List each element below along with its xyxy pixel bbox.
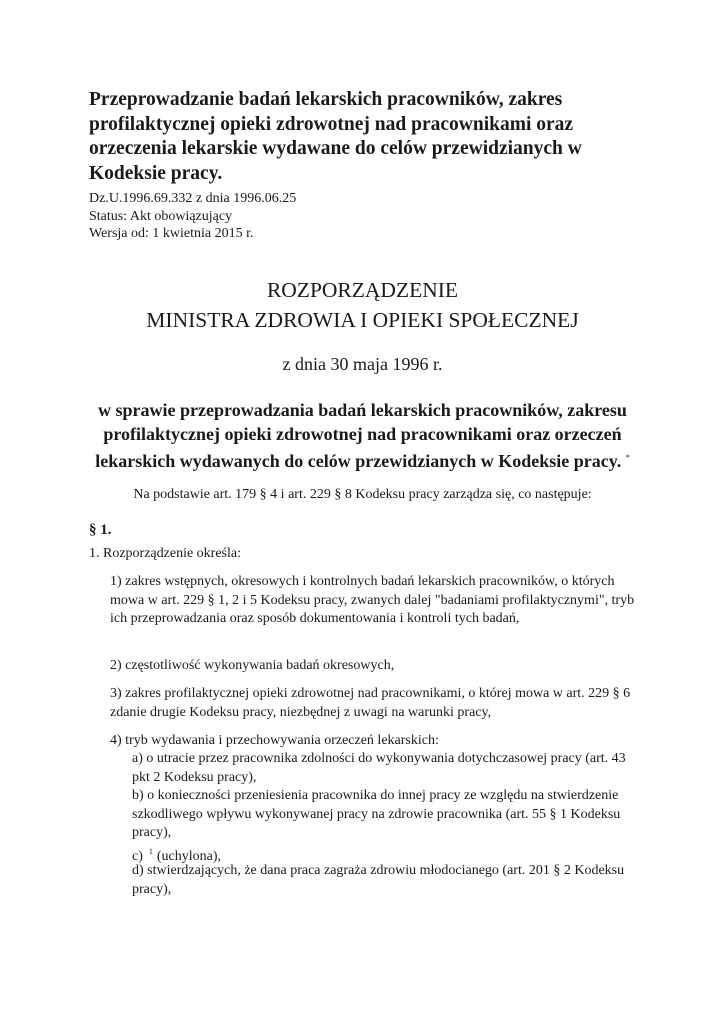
section-intro: 1. Rozporządzenie określa: xyxy=(89,546,241,561)
document-title: Przeprowadzanie badań lekarskich pracowników, zakres profilaktycznej opieki zdrowotnej nad pracownikami oraz orzeczenia lekarskie wydawane do celów przewidzianych w Kodeksie pracy. xyxy=(89,89,582,184)
list-item: 1) zakres wstępnych, okresowych i kontrolnych badań lekarskich pracowników, o których mowa w art. 229 § 1, 2 i 5 Kodeksu pracy, zwanych dalej "badaniami profilaktycznymi", tryb ich przeprowadzania oraz sposób dokumentowania i kontroli tych badań, xyxy=(110,574,635,626)
act-subject xyxy=(70,398,655,473)
act-subject-text: w sprawie przeprowadzania badań lekarskich pracowników, zakresu profilaktycznej opieki zdrowotnej nad pracownikami oraz orzeczeń lekarskich wydawanych do celów przewidzianych w Kodeksie pracy. xyxy=(95,400,627,471)
sub-item-c-label: c) xyxy=(132,849,143,864)
footnote-mark[interactable]: 1 xyxy=(148,847,153,856)
act-heading-line2: MINISTRA ZDROWIA I OPIEKI SPOŁECZNEJ xyxy=(146,308,579,332)
meta-version: Wersja od: 1 kwietnia 2015 r. xyxy=(89,226,254,241)
act-heading-line1: ROZPORZĄDZENIE xyxy=(266,278,459,302)
subject-footnote-mark[interactable]: * xyxy=(625,453,630,462)
sub-item-b: b) o konieczności przeniesienia pracownika do innej pracy ze względu na stwierdzenie szkodliwego wpływu wykonywanej pracy na zdrowie pracownika (art. 55 § 1 Kodeksu pracy), xyxy=(132,788,621,840)
list-item: 2) częstotliwość wykonywania badań okresowych, xyxy=(110,658,395,673)
legal-basis: Na podstawie art. 179 § 4 i art. 229 § 8 Kodeksu pracy zarządza się, co następuje: xyxy=(133,487,592,502)
act-date: z dnia 30 maja 1996 r. xyxy=(282,354,443,374)
section-mark: § 1. xyxy=(89,522,112,538)
list-item: 4) tryb wydawania i przechowywania orzeczeń lekarskich: xyxy=(110,733,439,748)
sub-item-d: d) stwierdzających, że dana praca zagraża zdrowiu młodocianego (art. 201 § 2 Kodeksu pracy), xyxy=(132,863,625,897)
meta-source: Dz.U.1996.69.332 z dnia 1996.06.25 xyxy=(89,191,297,206)
list-item: 3) zakres profilaktycznej opieki zdrowotnej nad pracownikami, o której mowa w art. 229 § 6 zdanie drugie Kodeksu pracy, niezbędnej z uwagi na warunki pracy, xyxy=(110,686,631,720)
sub-item-c-text: (uchylona), xyxy=(156,849,222,864)
sub-item-a: a) o utracie przez pracownika zdolności do wykonywania dotychczasowej pracy (art. 43 pkt 2 Kodeksu pracy), xyxy=(132,751,626,785)
meta-status: Status: Akt obowiązujący xyxy=(89,208,233,224)
document-meta xyxy=(89,190,296,243)
